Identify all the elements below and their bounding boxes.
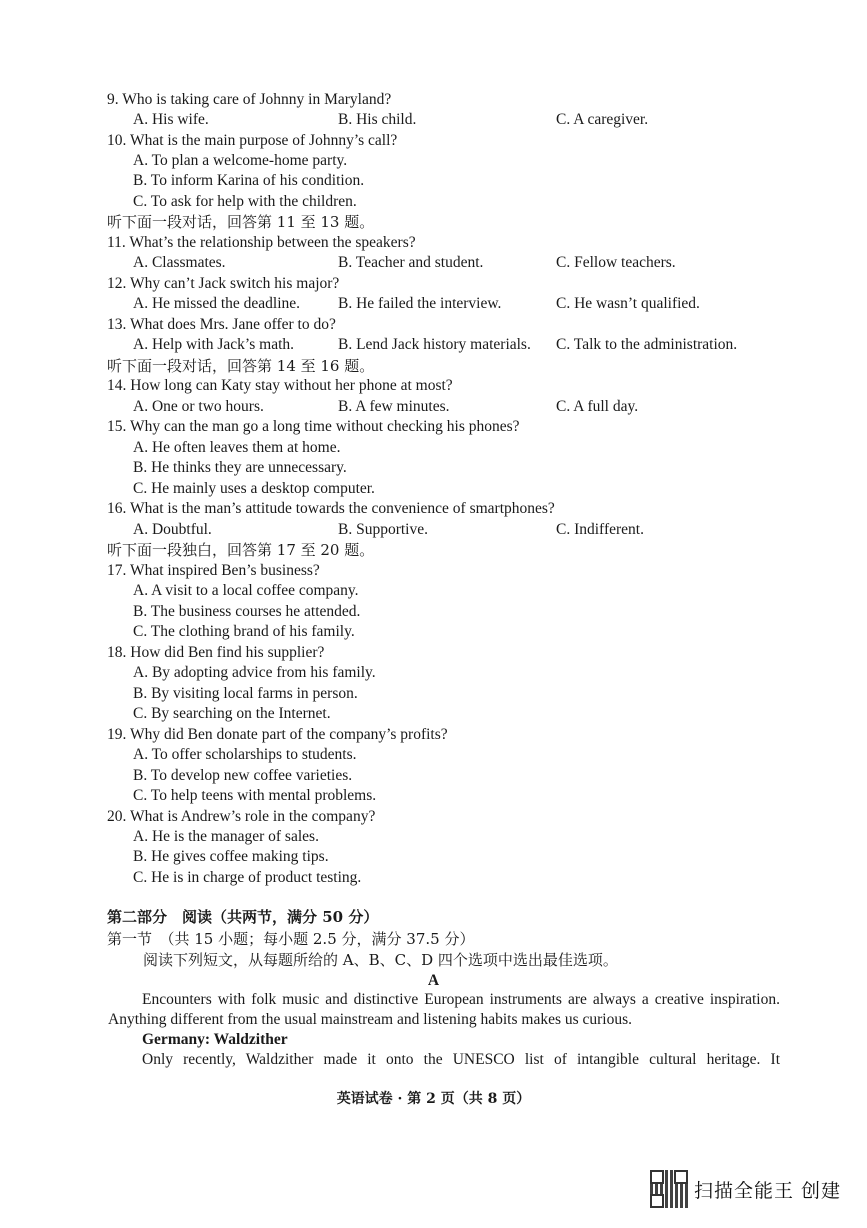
q18-option-c: C. By searching on the Internet. <box>133 705 331 722</box>
q16-option-c: C. Indifferent. <box>556 521 644 538</box>
section1-instruction: 阅读下列短文，从每题所给的 A、B、C、D 四个选项中选出最佳选项。 <box>143 951 618 969</box>
passage-label: A <box>427 972 440 989</box>
q18-option-b: B. By visiting local farms in person. <box>133 685 358 702</box>
question-10: 10. What is the main purpose of Johnny’s call? <box>107 132 398 149</box>
question-13: 13. What does Mrs. Jane offer to do? <box>107 316 336 333</box>
question-11: 11. What’s the relationship between the speakers? <box>107 234 416 251</box>
part2-heading: 第二部分 阅读（共两节，满分 50 分） <box>107 908 379 926</box>
q17-option-b: B. The business courses he attended. <box>133 603 361 620</box>
q12-option-b: B. He failed the interview. <box>338 295 502 312</box>
watermark-text: 扫描全能王 创建 <box>694 1179 842 1202</box>
q9-option-c: C. A caregiver. <box>556 111 649 128</box>
page-footer: 英语试卷 · 第 2 页（共 8 页） <box>336 1091 531 1107</box>
q17-option-c: C. The clothing brand of his family. <box>133 623 355 640</box>
q15-option-a: A. He often leaves them at home. <box>133 439 341 456</box>
q9-option-b: B. His child. <box>338 111 417 128</box>
q11-option-b: B. Teacher and student. <box>338 254 484 271</box>
q20-option-b: B. He gives coffee making tips. <box>133 848 329 865</box>
passage-paragraph-2: Only recently, Waldzither made it onto the UNESCO list of intangible cultural heritage. It <box>142 1051 780 1068</box>
question-16: 16. What is the man’s attitude towards the convenience of smartphones? <box>107 500 555 517</box>
q20-option-a: A. He is the manager of sales. <box>133 828 319 845</box>
instruction-17-20: 听下面一段独白，回答第 17 至 20 题。 <box>107 541 375 559</box>
section1-heading: 第一节 （共 15 小题；每小题 2.5 分，满分 37.5 分） <box>107 930 475 948</box>
passage-paragraph-1: Encounters with folk music and distinctive European instruments are always a creative inspiration. Anything different from the usual mainstream and listening habits makes us curious. <box>108 991 780 1028</box>
q19-option-b: B. To develop new coffee varieties. <box>133 767 353 784</box>
q20-option-c: C. He is in charge of product testing. <box>133 869 362 886</box>
instruction-11-13: 听下面一段对话，回答第 11 至 13 题。 <box>107 213 375 231</box>
q10-option-a: A. To plan a welcome-home party. <box>133 152 348 169</box>
q18-option-a: A. By adopting advice from his family. <box>133 664 376 681</box>
instruction-14-16: 听下面一段对话，回答第 14 至 16 题。 <box>107 357 375 375</box>
scanner-watermark <box>650 1170 841 1208</box>
q13-option-c: C. Talk to the administration. <box>556 336 738 353</box>
question-19: 19. Why did Ben donate part of the company’s profits? <box>107 726 448 743</box>
q14-option-c: C. A full day. <box>556 398 639 415</box>
q19-option-a: A. To offer scholarships to students. <box>133 746 357 763</box>
q13-option-a: A. Help with Jack’s math. <box>133 336 295 353</box>
question-18: 18. How did Ben find his supplier? <box>107 644 325 661</box>
question-14: 14. How long can Katy stay without her phone at most? <box>107 377 453 394</box>
q16-option-b: B. Supportive. <box>338 521 428 538</box>
q13-option-b: B. Lend Jack history materials. <box>338 336 531 353</box>
q9-option-a: A. His wife. <box>133 111 209 128</box>
q17-option-a: A. A visit to a local coffee company. <box>133 582 359 599</box>
q16-option-a: A. Doubtful. <box>133 521 212 538</box>
q14-option-a: A. One or two hours. <box>133 398 264 415</box>
q12-option-a: A. He missed the deadline. <box>133 295 301 312</box>
q11-option-a: A. Classmates. <box>133 254 226 271</box>
q10-option-b: B. To inform Karina of his condition. <box>133 172 365 189</box>
question-9: 9. Who is taking care of Johnny in Maryland? <box>107 91 392 108</box>
question-20: 20. What is Andrew’s role in the company? <box>107 808 376 825</box>
q15-option-b: B. He thinks they are unnecessary. <box>133 459 347 476</box>
question-17: 17. What inspired Ben’s business? <box>107 562 320 579</box>
question-12: 12. Why can’t Jack switch his major? <box>107 275 340 292</box>
q14-option-b: B. A few minutes. <box>338 398 450 415</box>
question-15: 15. Why can the man go a long time without checking his phones? <box>107 418 520 435</box>
qr-code-icon <box>650 1170 688 1208</box>
passage-subheading: Germany: Waldzither <box>142 1031 288 1048</box>
q10-option-c: C. To ask for help with the children. <box>133 193 357 210</box>
q19-option-c: C. To help teens with mental problems. <box>133 787 377 804</box>
q15-option-c: C. He mainly uses a desktop computer. <box>133 480 375 497</box>
q12-option-c: C. He wasn’t qualified. <box>556 295 700 312</box>
q11-option-c: C. Fellow teachers. <box>556 254 676 271</box>
